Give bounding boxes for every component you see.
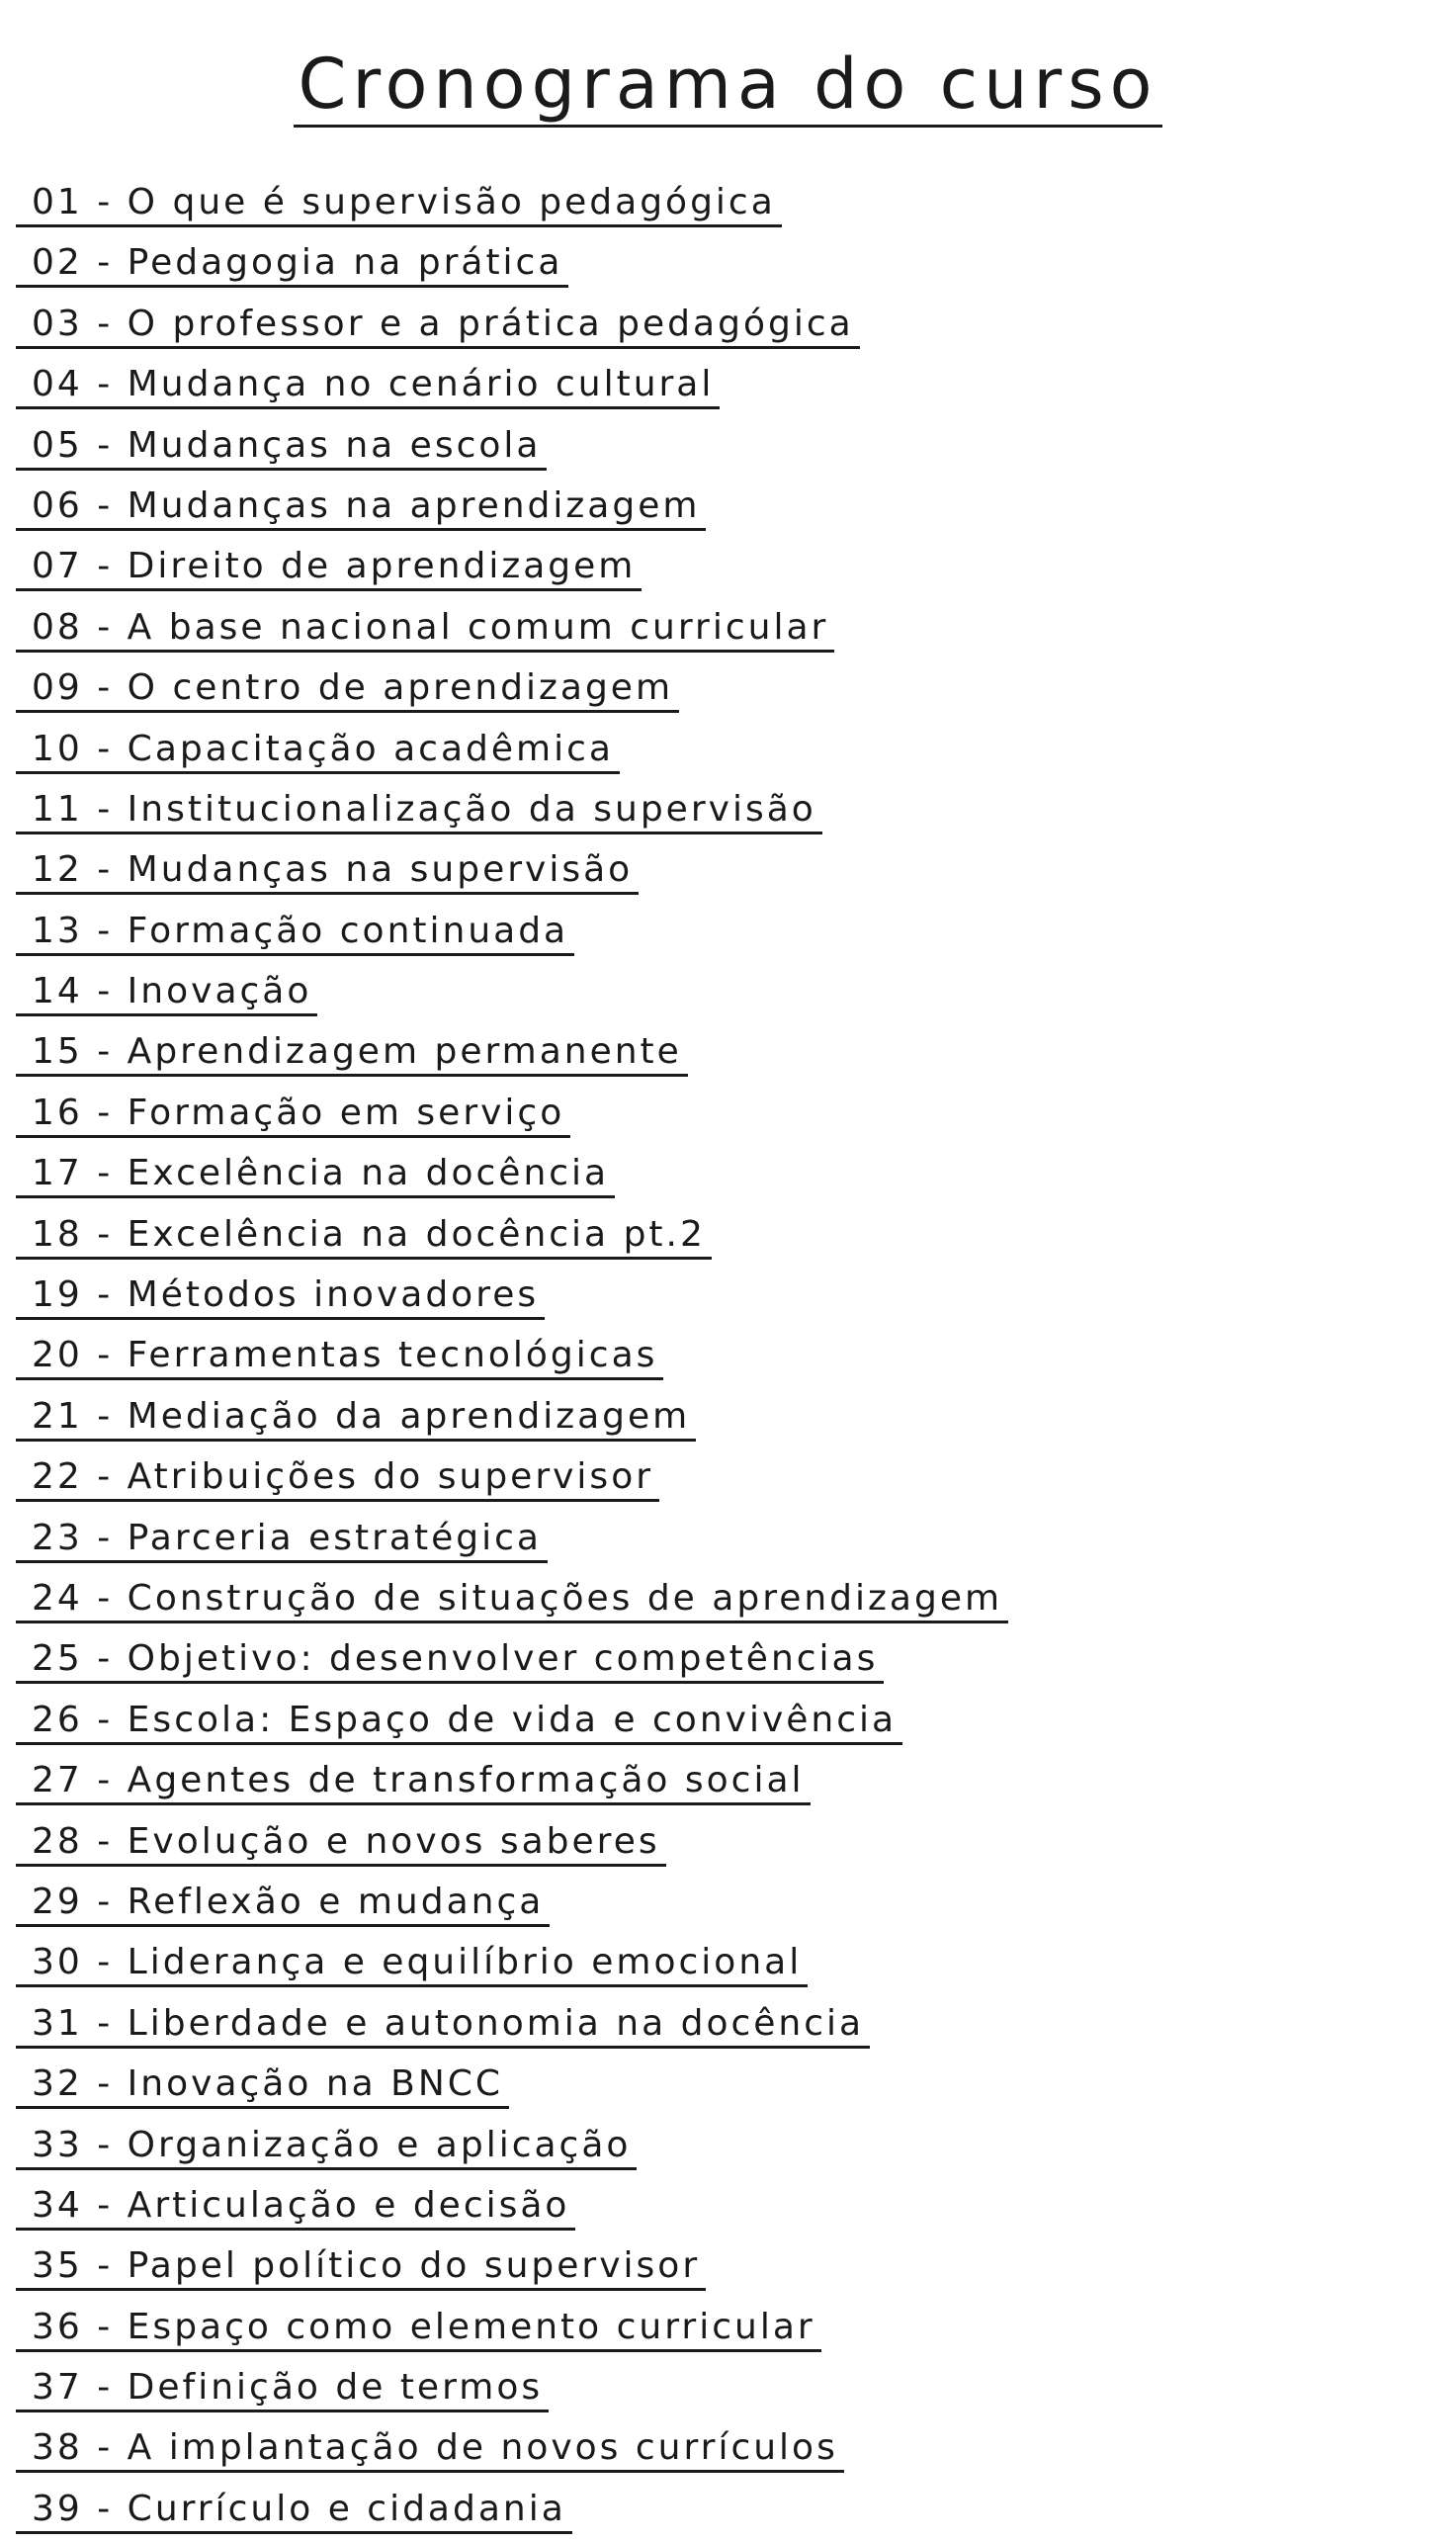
lesson-label: 19 - Métodos inovadores [16, 1273, 545, 1320]
lesson-label: 20 - Ferramentas tecnológicas [16, 1334, 663, 1380]
lesson-label: 15 - Aprendizagem permanente [16, 1030, 688, 1077]
lesson-label: 34 - Articulação e decisão [16, 2184, 575, 2231]
lesson-label: 08 - A base nacional comum curricular [16, 606, 834, 653]
lesson-label: 36 - Espaço como elemento curricular [16, 2306, 821, 2352]
lesson-label: 33 - Organização e aplicação [16, 2124, 637, 2170]
lesson-label: 07 - Direito de aprendizagem [16, 545, 642, 591]
lesson-label: 37 - Definição de termos [16, 2366, 549, 2412]
lesson-label: 30 - Liderança e equilíbrio emocional [16, 1941, 808, 1987]
lesson-label: 03 - O professor e a prática pedagógica [16, 303, 860, 349]
lesson-label: 31 - Liberdade e autonomia na docência [16, 2002, 870, 2049]
lesson-label: 10 - Capacitação acadêmica [16, 728, 620, 774]
lesson-label: 22 - Atribuições do supervisor [16, 1455, 659, 1502]
lesson-label: 23 - Parceria estratégica [16, 1517, 548, 1563]
lesson-label: 27 - Agentes de transformação social [16, 1759, 811, 1805]
lesson-label: 39 - Currículo e cidadania [16, 2488, 572, 2534]
lesson-label: 11 - Institucionalização da supervisão [16, 788, 822, 834]
lesson-label: 28 - Evolução e novos saberes [16, 1820, 666, 1867]
lesson-label: 13 - Formação continuada [16, 910, 574, 956]
lesson-label: 02 - Pedagogia na prática [16, 241, 568, 288]
title-container [0, 44, 1456, 128]
lesson-label: 12 - Mudanças na supervisão [16, 848, 639, 895]
lesson-label: 09 - O centro de aprendizagem [16, 666, 679, 713]
lesson-label: 01 - O que é supervisão pedagógica [16, 181, 782, 227]
lesson-label: 04 - Mudança no cenário cultural [16, 363, 720, 409]
page-title: Cronograma do curso [294, 49, 1161, 128]
lesson-label: 16 - Formação em serviço [16, 1092, 570, 1138]
lesson-label: 18 - Excelência na docência pt.2 [16, 1213, 712, 1260]
lesson-label: 35 - Papel político do supervisor [16, 2244, 706, 2291]
lesson-label: 21 - Mediação da aprendizagem [16, 1395, 696, 1442]
lesson-label: 26 - Escola: Espaço de vida e convivência [16, 1699, 902, 1745]
lesson-label: 38 - A implantação de novos currículos [16, 2426, 844, 2473]
lesson-label: 29 - Reflexão e mudança [16, 1881, 550, 1927]
lesson-label: 24 - Construção de situações de aprendizagem [16, 1577, 1008, 1623]
lesson-label: 32 - Inovação na BNCC [16, 2062, 509, 2109]
lesson-label: 05 - Mudanças na escola [16, 424, 547, 471]
lesson-label: 25 - Objetivo: desenvolver competências [16, 1637, 884, 1684]
lesson-label: 14 - Inovação [16, 970, 317, 1016]
lesson-label: 17 - Excelência na docência [16, 1152, 615, 1198]
lesson-label: 06 - Mudanças na aprendizagem [16, 484, 706, 531]
